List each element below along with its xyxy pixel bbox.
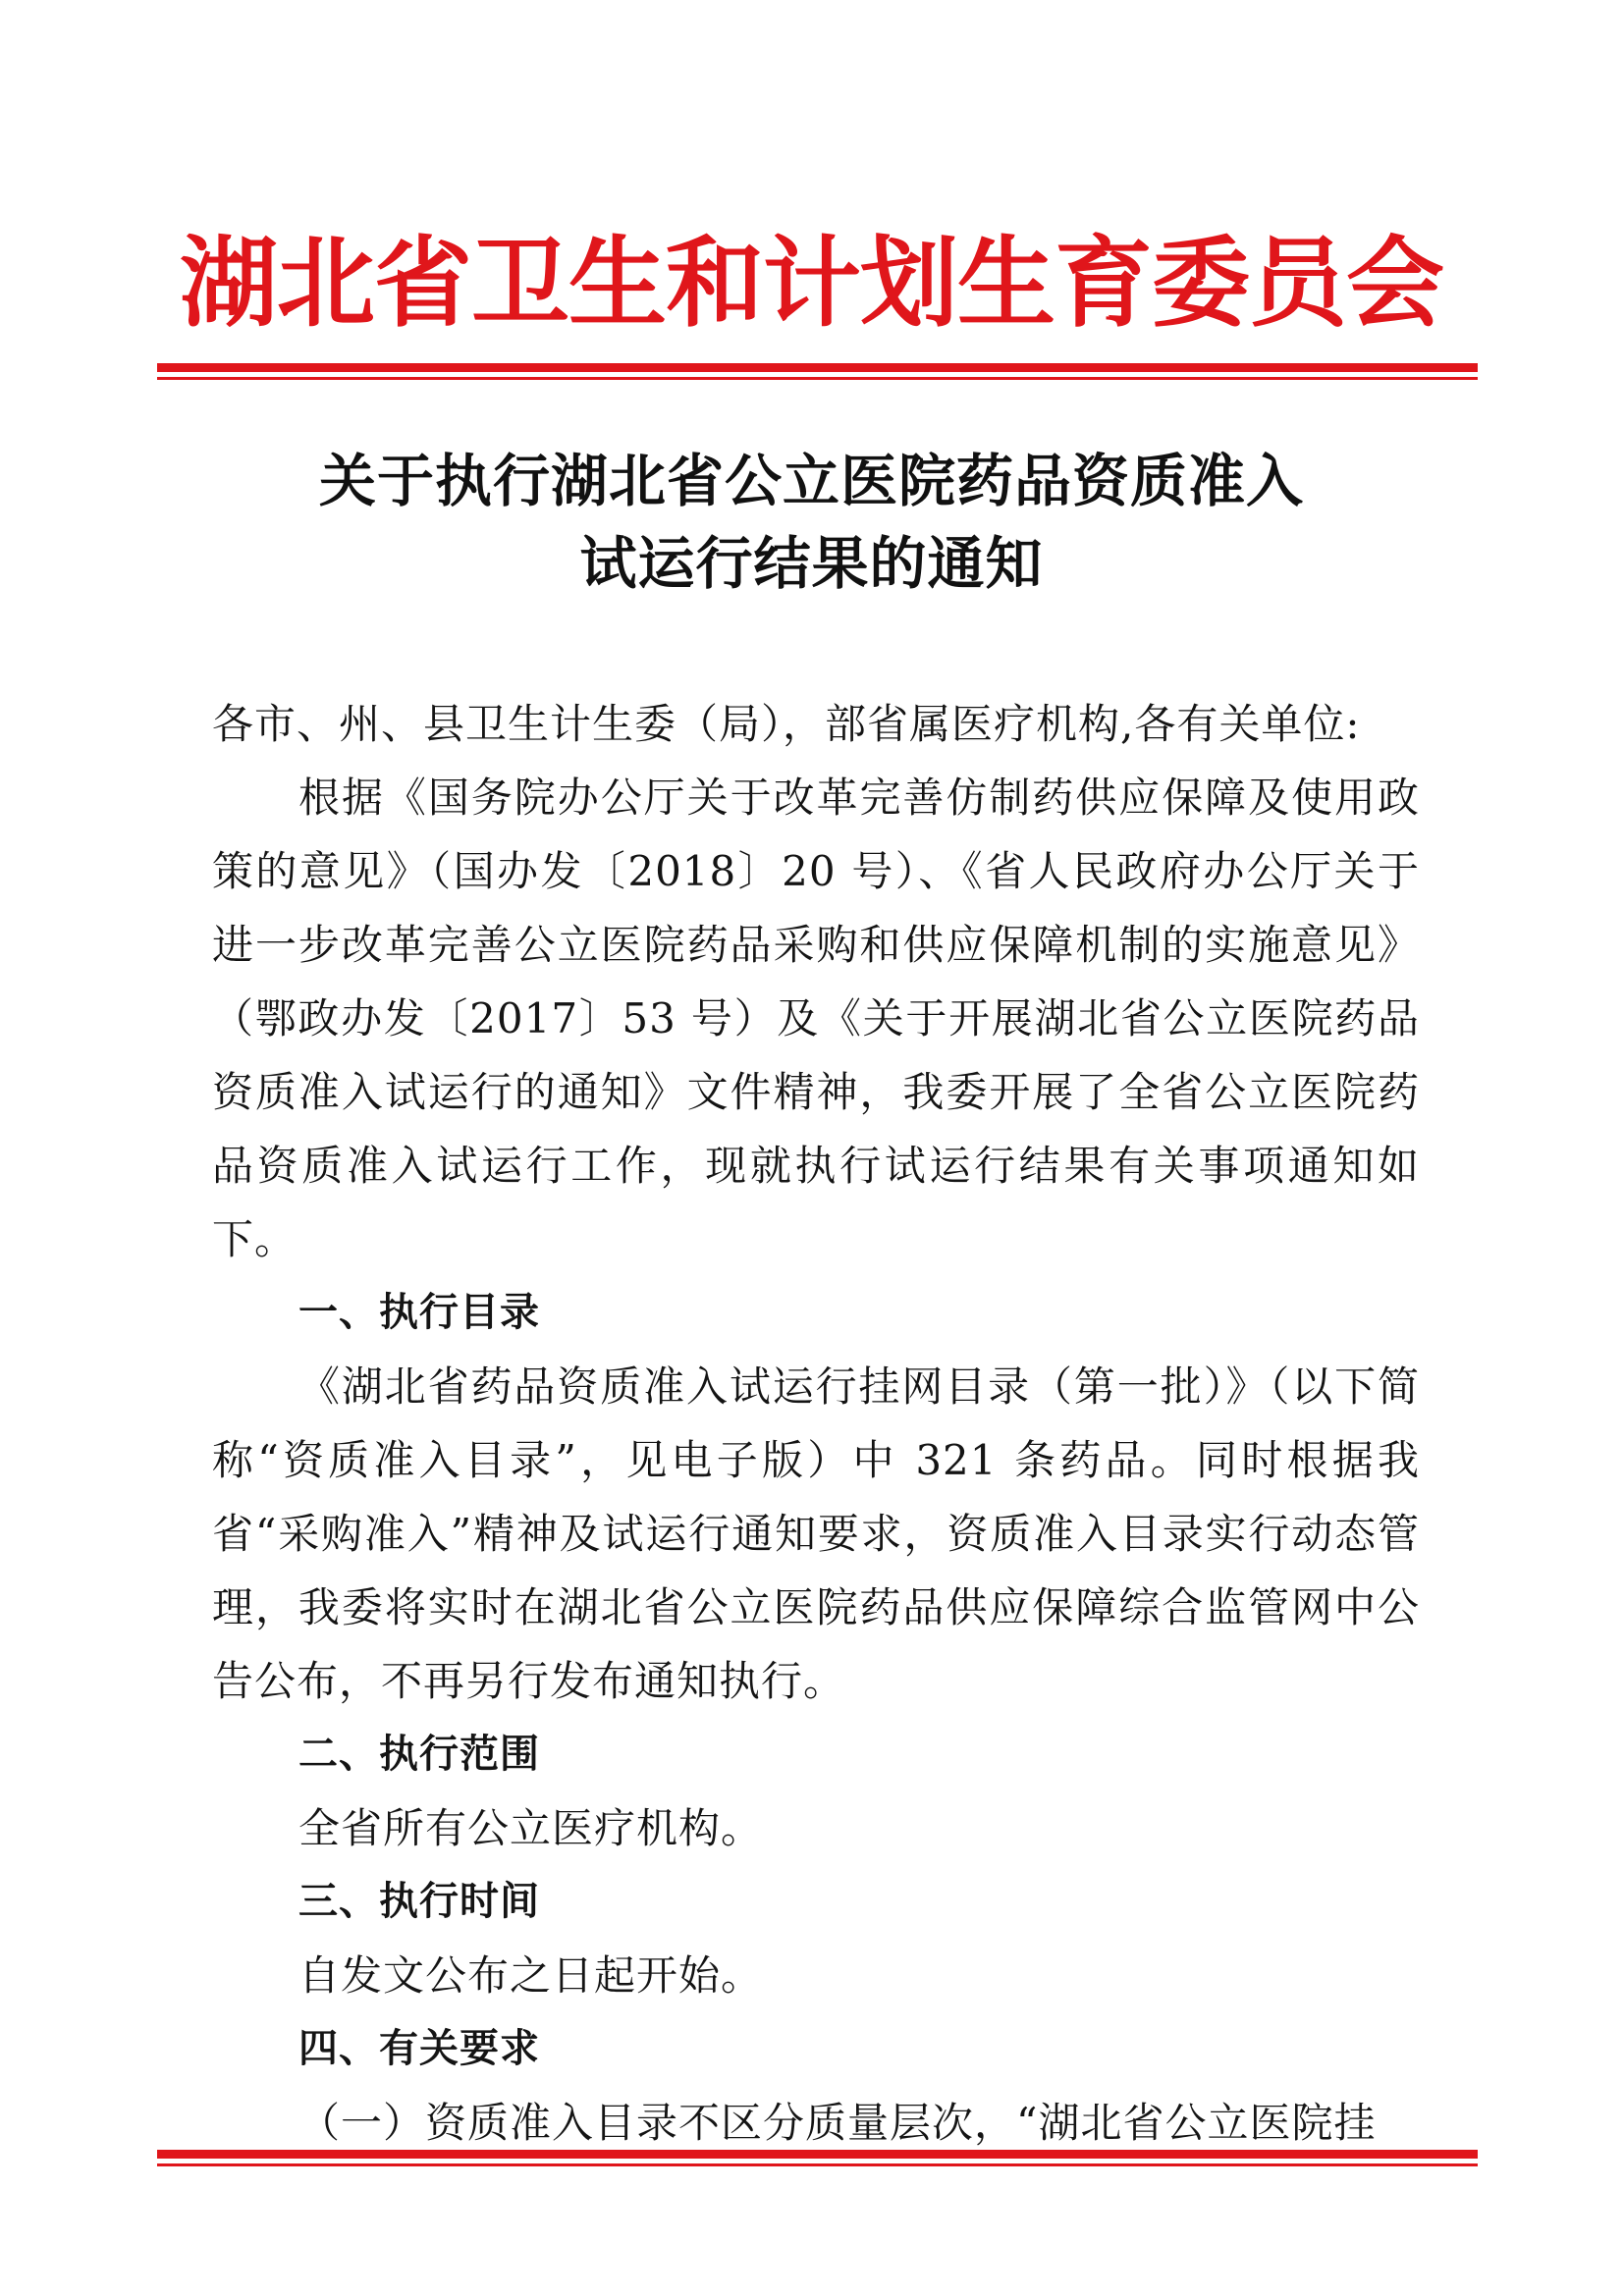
divider-thick-line bbox=[157, 363, 1478, 372]
section-heading-time: 三、执行时间 bbox=[298, 1879, 540, 1924]
document-body bbox=[212, 687, 1420, 2160]
document-title-line-1: 关于执行湖北省公立医院药品资质准入 bbox=[318, 448, 1304, 514]
section-text-time: 自发文公布之日起开始。 bbox=[298, 1951, 764, 2000]
divider-thin-line bbox=[157, 377, 1478, 380]
footer-divider-thin-line bbox=[157, 2163, 1478, 2166]
document-title-line-2: 试运行结果的通知 bbox=[579, 530, 1044, 597]
section-text-scope: 全省所有公立医疗机构。 bbox=[298, 1804, 764, 1852]
footer-divider bbox=[157, 2150, 1478, 2166]
document-title bbox=[147, 440, 1476, 605]
footer-divider-thick-line bbox=[157, 2150, 1478, 2159]
letterhead-divider bbox=[157, 363, 1478, 380]
section-heading-requirements: 四、有关要求 bbox=[298, 2026, 540, 2071]
intro-paragraph: 根据《国务院办公厅关于改革完善仿制药供应保障及使用政策的意见》（国办发〔2018〕20 号）、《省人民政府办公厅关于进一步改革完善公立医院药品采购和供应保障机制的实施意见》（鄂政办发〔2017〕53 号）及《关于开展湖北省公立医院药品资质准入试运行的通知》文件精神，我委开展了全省公立医院药品资质准入试运行工作，现就执行试运行结果有关事项通知如下。 bbox=[212, 774, 1420, 1263]
letterhead-organization: 湖北省卫生和计划生育委员会 bbox=[180, 225, 1443, 341]
section-heading-scope: 二、执行范围 bbox=[298, 1732, 540, 1777]
section-text-catalog: 《湖北省药品资质准入试运行挂网目录（第一批）》（以下简称“资质准入目录”，见电子版）中 321 条药品。同时根据我省“采购准入”精神及试运行通知要求，资质准入目录实行动态管理，我委将实时在湖北省公立医院药品供应保障综合监管网中公告公布，不再另行发布通知执行。 bbox=[212, 1362, 1420, 1705]
section-heading-catalog: 一、执行目录 bbox=[298, 1290, 540, 1335]
section-text-requirements: （一）资质准入目录不区分质量层次，“湖北省公立医院挂 bbox=[298, 2099, 1377, 2147]
salutation: 各市、州、县卫生计生委（局），部省属医疗机构,各有关单位: bbox=[212, 700, 1361, 748]
